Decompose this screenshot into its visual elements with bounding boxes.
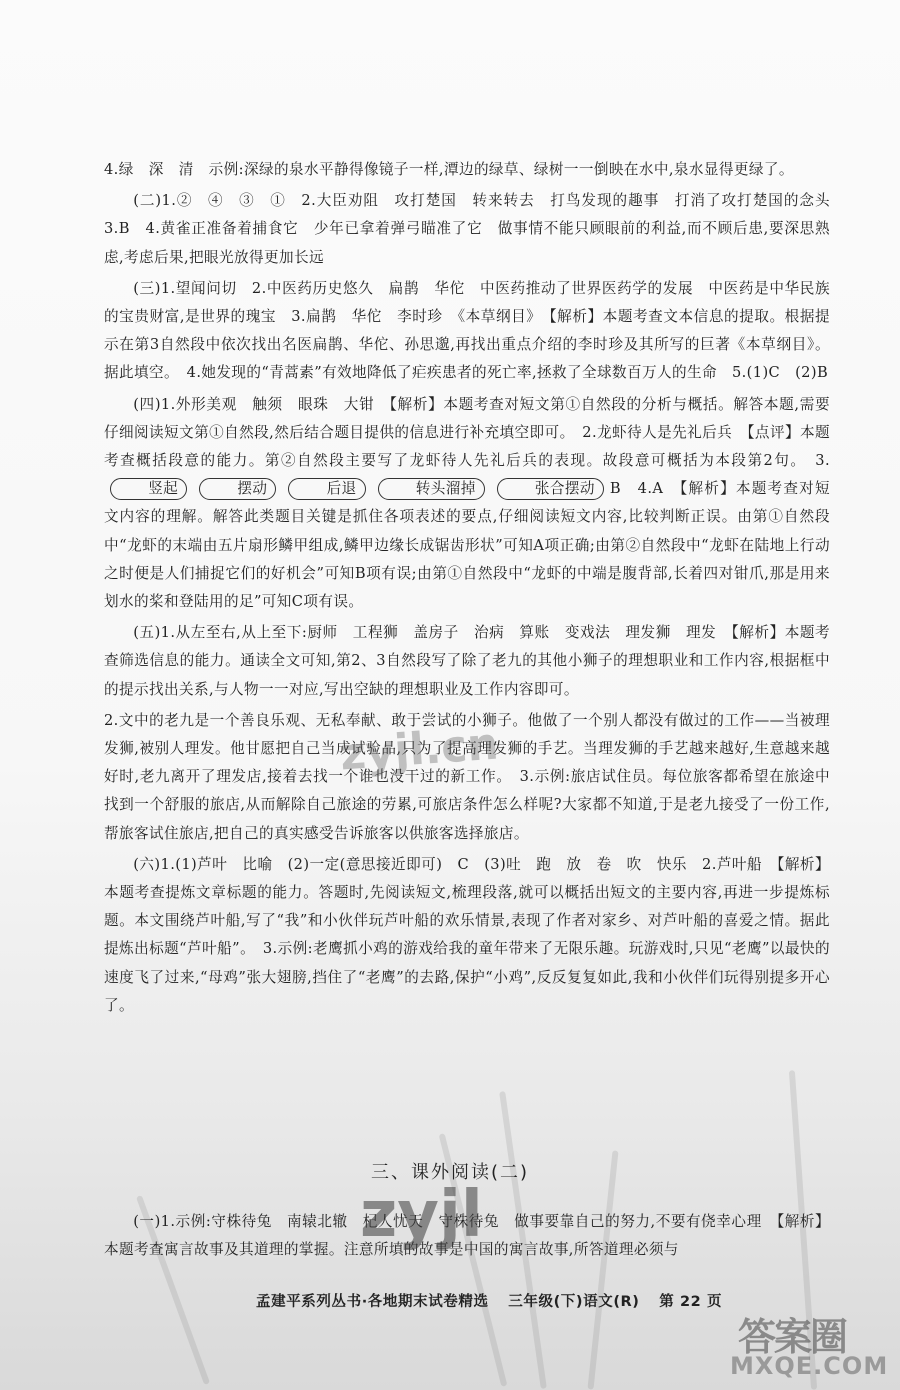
answer-paragraph: 4.绿 深 清 示例:深绿的泉水平静得像镜子一样,潭边的绿草、绿树一一倒映在水中,泉水显得更绿了。 xyxy=(104,161,794,178)
watermark: zyjl.cn xyxy=(338,718,501,781)
circled-word: 转头溜掉 xyxy=(378,478,485,500)
watermark-logo: 答案圈 xyxy=(738,1315,847,1359)
answer-text: (一)1.示例:守株待兔 南辕北辙 杞人忧天 守株待兔 做事要靠自己的努力,不要有侥幸心理 【解析】本题考查寓言故事及其道理的掌握。注意所填的故事是中国的寓言故事,所答道理必须与 xyxy=(104,1213,830,1259)
footer-series: 孟建平系列丛书·各地期末试卷精选 xyxy=(256,1294,489,1310)
answer-paragraph: 2.文中的老九是一个善良乐观、无私奉献、敢于尝试的小狮子。他做了一个别人都没有做过的工作——当被理发狮,被别人理发。他甘愿把自己当成试验品,只为了提高理发狮的手艺。当理发狮的手艺越来越好,生意越来越好时,老九离开了理发店,接着去找一个谁也没干过的新工作。 3.示例:旅店试住员。每位旅客都希望在旅途中找到一个舒服的旅店,从而解除自己旅途的劳累,可旅店条件怎么样呢?大家都不知道,于是老九接受了一份工作,帮旅客试住旅店,把自己的真实感受告诉旅客以供旅客选择旅店。 xyxy=(104,711,830,842)
answer-paragraph: (三)1.望闻问切 2.中医药历史悠久 扁鹊 华佗 中医药推动了世界医药学的发展 中医药是中华民族的宝贵财富,是世界的瑰宝 3.扁鹊 华佗 李时珍 《本草纲目》 【解析】本题考查文本信息的提取。根据提示在第3自然段中依次找出名医扁鹊、华佗、孙思邈,再找出重点介绍的李时珍及其所写的巨著《本草纲目》。据此填空。 4.她发现的“青蒿素”有效地降低了疟疾患者的死亡率,拯救了全球数百万人的生命 5.(1)C (2)B xyxy=(104,279,830,382)
circled-word: 摆动 xyxy=(199,478,276,500)
circled-word: 张合摆动 xyxy=(497,478,604,500)
watermark: zyjl xyxy=(360,1178,483,1252)
answer-paragraph xyxy=(104,391,830,617)
circled-word: 后退 xyxy=(288,478,365,500)
reed-decoration xyxy=(587,1150,618,1389)
answer-paragraph xyxy=(104,1208,830,1264)
answer-paragraph: (五)1.从左至右,从上至下:厨师 工程狮 盖房子 治病 算账 变戏法 理发狮 理发 【解析】本题考查筛选信息的能力。通读全文可知,第2、3自然段写了除了老九的其他小狮子的理想职业和工作内容,根据框中的提示找出关系,与人物一一对应,写出空缺的理想职业及工作内容即可。 xyxy=(104,624,830,698)
answer-text: (四)1.外形美观 触须 眼珠 大钳 【解析】本题考查对短文第①自然段的分析与概括。解答本题,需要仔细阅读短文第①自然段,然后结合题目提供的信息进行补充填空即可。 2.龙虾待人是先礼后兵 【点评】本题考查概括段意的能力。第②自然段主要写了龙虾待人先礼后兵的表现。故段意可概括为本段第2句。 3. xyxy=(104,395,830,470)
answer-content xyxy=(104,156,845,1023)
footer-grade: 三年级(下)语文(R) xyxy=(508,1294,640,1310)
answer-paragraph: (二)1.② ④ ③ ① 2.大臣劝阻 攻打楚国 转来转去 打鸟发现的趣事 打消了攻打楚国的念头 3.B 4.黄雀正准备着捕食它 少年已拿着弹弓瞄准了它 做事情不能只顾眼前的利益,而不顾后患,要深思熟虑,考虑后果,把眼光放得更加长远 xyxy=(104,192,845,266)
circled-word: 竖起 xyxy=(110,478,187,500)
answer-text: B 4.A 【解析】本题考查对短文内容的理解。解答此类题目关键是抓住各项表述的要点,仔细阅读短文内容,比较判断正误。由第①自然段中“龙虾的末端由五片扇形鳞甲组成,鳞甲边缘长成锯齿形状”可知A项正确;由第②自然段中“龙虾在陆地上行动之时便是人们捕捉它们的好机会”可知B项有误;由第①自然段中“龙虾的中端是腹背部,长着四对钳爪,那是用来划水的桨和登陆用的足”可知C项有误。 xyxy=(104,480,830,611)
page-footer xyxy=(256,1290,756,1311)
watermark-url: MXQE.COM xyxy=(730,1352,889,1380)
footer-page-number: 第 22 页 xyxy=(659,1294,723,1310)
section-title: 三、课外阅读(二) xyxy=(370,1162,530,1183)
answer-paragraph: (六)1.(1)芦叶 比喻 (2)一定(意思接近即可) C (3)吐 跑 放 卷 吹 快乐 2.芦叶船 【解析】本题考查提炼文章标题的能力。答题时,先阅读短文,梳理段落,就可以概括出短文的主要内容,再进一步提炼标题。本文围绕芦叶船,写了“我”和小伙伴玩芦叶船的欢乐情景,表现了作者对家乡、对芦叶船的喜爱之情。据此提炼出标题“芦叶船”。 3.示例:老鹰抓小鸡的游戏给我的童年带来了无限乐趣。玩游戏时,只见“老鹰”以最快的速度飞了过来,“母鸡”张大翅膀,挡住了“老鹰”的去路,保护“小鸡”,反反复复如此,我和小伙伴们玩得别提多开心了。 xyxy=(104,855,830,1014)
